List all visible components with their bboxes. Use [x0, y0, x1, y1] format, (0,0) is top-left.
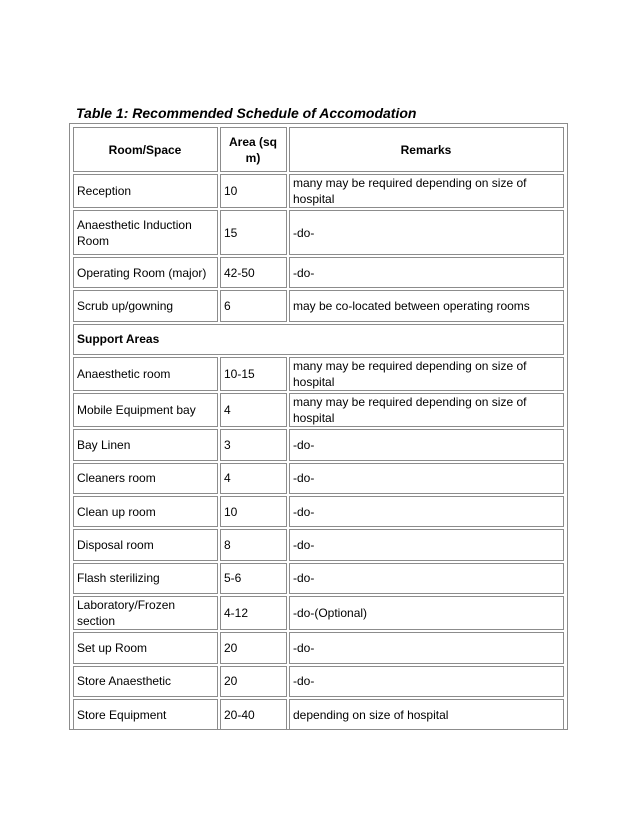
cell-remarks: many may be required depending on size of hospital [289, 357, 564, 391]
cell-remarks: may be co-located between operating rooms [289, 290, 564, 321]
cell-area: 8 [220, 529, 287, 560]
header-area: Area (sq m) [220, 127, 287, 172]
section-heading-support-areas: Support Areas [73, 324, 564, 355]
table-row [73, 393, 564, 427]
cell-area: 5-6 [220, 563, 287, 594]
cell-area: 4 [220, 393, 287, 427]
table-row [73, 496, 564, 527]
cell-area: 20-40 [220, 699, 287, 730]
table-row [73, 210, 564, 255]
table-row [73, 429, 564, 460]
cell-remarks: -do- [289, 496, 564, 527]
table-row [73, 529, 564, 560]
cell-room: Anaesthetic room [73, 357, 218, 391]
cell-room: Store Equipment [73, 699, 218, 730]
cell-room: Bay Linen [73, 429, 218, 460]
cell-area: 4-12 [220, 596, 287, 630]
cell-remarks: -do- [289, 666, 564, 697]
table-row [73, 290, 564, 321]
cell-area: 4 [220, 463, 287, 494]
schedule-table [71, 125, 566, 732]
cell-area: 15 [220, 210, 287, 255]
header-remarks: Remarks [289, 127, 564, 172]
cell-room: Mobile Equipment bay [73, 393, 218, 427]
cell-area: 10-15 [220, 357, 287, 391]
cell-area: 10 [220, 174, 287, 208]
cell-remarks: -do- [289, 463, 564, 494]
table-row [73, 463, 564, 494]
cell-area: 10 [220, 496, 287, 527]
cell-room: Store Anaesthetic [73, 666, 218, 697]
table-row [73, 632, 564, 663]
cell-remarks: -do- [289, 563, 564, 594]
cell-room: Scrub up/gowning [73, 290, 218, 321]
cell-area: 42-50 [220, 257, 287, 288]
table-row [73, 699, 564, 730]
cell-room: Reception [73, 174, 218, 208]
cell-remarks: many may be required depending on size of hospital [289, 393, 564, 427]
cell-remarks: -do- [289, 210, 564, 255]
cell-area: 20 [220, 632, 287, 663]
cell-room: Clean up room [73, 496, 218, 527]
cell-remarks: depending on size of hospital [289, 699, 564, 730]
cell-room: Disposal room [73, 529, 218, 560]
table-row [73, 257, 564, 288]
table-caption: Table 1: Recommended Schedule of Accomodation [76, 105, 417, 121]
table-row [73, 596, 564, 630]
table-row [73, 174, 564, 208]
table-row [73, 666, 564, 697]
cell-area: 3 [220, 429, 287, 460]
cell-room: Set up Room [73, 632, 218, 663]
cell-room: Cleaners room [73, 463, 218, 494]
cell-room: Laboratory/Frozen section [73, 596, 218, 630]
cell-remarks: -do- [289, 529, 564, 560]
cell-remarks: -do- [289, 632, 564, 663]
cell-room: Operating Room (major) [73, 257, 218, 288]
cell-remarks: -do- [289, 429, 564, 460]
table-row [73, 563, 564, 594]
cell-remarks: -do-(Optional) [289, 596, 564, 630]
cell-area: 20 [220, 666, 287, 697]
cell-remarks: many may be required depending on size of hospital [289, 174, 564, 208]
cell-room: Flash sterilizing [73, 563, 218, 594]
cell-remarks: -do- [289, 257, 564, 288]
table-row [73, 357, 564, 391]
cell-area: 6 [220, 290, 287, 321]
header-row [73, 127, 564, 172]
cell-room: Anaesthetic Induction Room [73, 210, 218, 255]
header-room-space: Room/Space [73, 127, 218, 172]
section-row [73, 324, 564, 355]
